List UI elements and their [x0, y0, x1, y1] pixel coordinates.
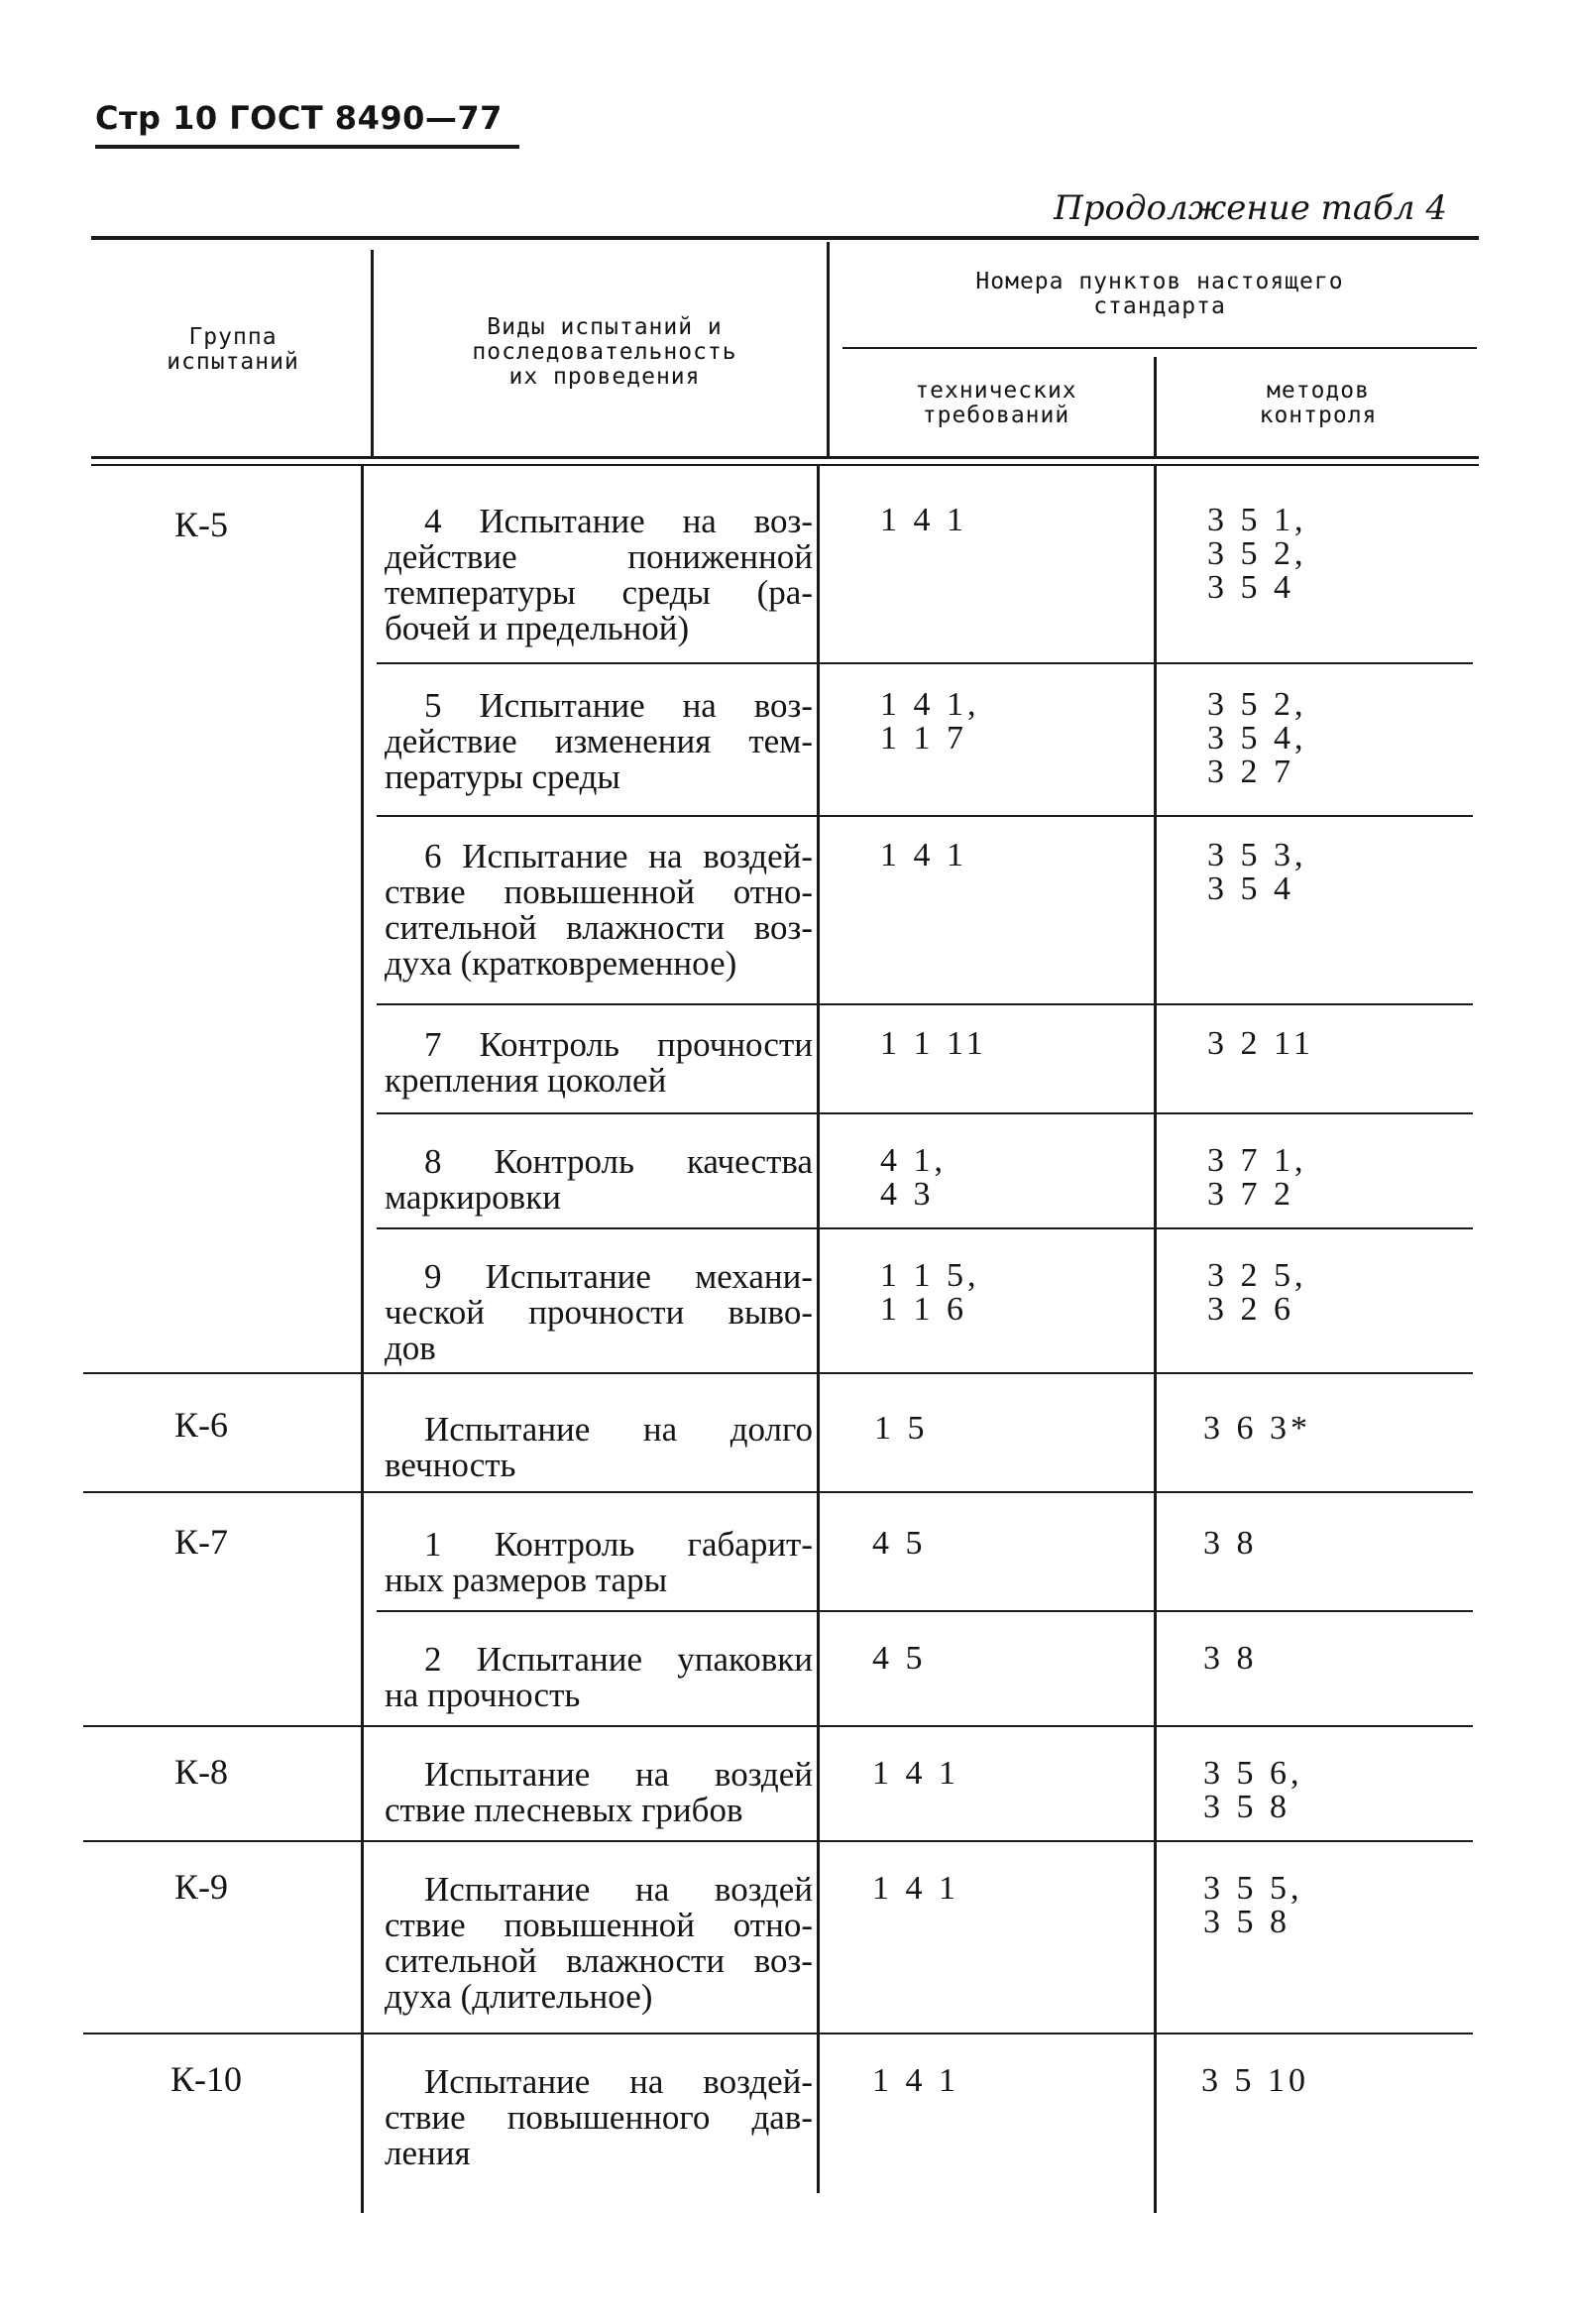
- group-label: К-9: [174, 1867, 228, 1907]
- method-clauses: 3 5 2, 3 5 4, 3 2 7: [1207, 686, 1307, 790]
- method-clauses: 3 6 3*: [1203, 1410, 1311, 1447]
- row-separator: [377, 1227, 1473, 1229]
- row-separator: [377, 1003, 1473, 1005]
- test-description: 9 Испытание механи- ческой прочности выво- дов: [385, 1257, 813, 1367]
- header-vline-2: [827, 242, 830, 456]
- tech-req-clauses: 1 1 5, 1 1 6: [880, 1257, 980, 1328]
- header-group: Группа испытаний: [167, 324, 299, 375]
- method-clauses: 3 5 1, 3 5 2, 3 5 4: [1207, 502, 1307, 606]
- header-tests: Виды испытаний и последовательность их проведения: [472, 314, 737, 390]
- row-separator: [83, 2033, 1473, 2034]
- table-caption: Продолжение табл 4: [1054, 188, 1447, 228]
- row-separator: [377, 1112, 1473, 1114]
- row-separator: [83, 1491, 1473, 1493]
- group-label: К-10: [170, 2059, 242, 2099]
- test-description: Испытание на долго вечность: [385, 1410, 813, 1484]
- group-label: К-7: [174, 1522, 228, 1562]
- tech-req-clauses: 1 4 1: [872, 2062, 959, 2099]
- tech-req-clauses: 1 4 1: [872, 1755, 959, 1792]
- test-description: 5 Испытание на воз- действие изменения тем- пературы среды: [385, 686, 813, 796]
- tech-req-clauses: 4 5: [872, 1640, 927, 1677]
- tech-req-clauses: 4 1, 4 3: [880, 1142, 947, 1213]
- method-clauses: 3 7 1, 3 7 2: [1207, 1142, 1307, 1213]
- test-description: 4 Испытание на воз- действие пониженной температуры среды (ра- бочей и предельной): [385, 502, 813, 647]
- row-separator: [377, 662, 1473, 664]
- method-clauses: 3 5 5, 3 5 8: [1203, 1870, 1303, 1940]
- test-description: 7 Контроль прочности крепления цоколей: [385, 1025, 813, 1100]
- test-description: Испытание на воздей ствие плесневых грибов: [385, 1755, 813, 1829]
- row-separator: [83, 1725, 1473, 1727]
- tech-req-clauses: 1 5: [874, 1410, 929, 1447]
- header-tech-req: технических требований: [915, 378, 1077, 428]
- method-clauses: 3 2 11: [1207, 1025, 1314, 1062]
- body-vline-3: [1154, 466, 1157, 2213]
- method-clauses: 3 5 6, 3 5 8: [1203, 1755, 1303, 1825]
- method-clauses: 3 8: [1203, 1525, 1258, 1562]
- group-label: К-5: [174, 505, 228, 544]
- header-double-rule-1: [91, 456, 1479, 459]
- method-clauses: 3 5 3, 3 5 4: [1207, 837, 1307, 907]
- tech-req-clauses: 1 4 1, 1 1 7: [880, 686, 980, 756]
- row-separator: [377, 1610, 1473, 1612]
- test-description: 1 Контроль габарит- ных размеров тары: [385, 1525, 813, 1599]
- tech-req-clauses: 1 4 1: [872, 1870, 959, 1907]
- method-clauses: 3 2 5, 3 2 6: [1207, 1257, 1307, 1328]
- header-methods: методов контроля: [1259, 378, 1378, 428]
- group-label: К-6: [174, 1405, 228, 1445]
- test-description: 6 Испытание на воздей- ствие повышенной отно- сительной влажности воз- духа (кратковременное): [385, 837, 813, 983]
- page-header: Стр 10 ГОСТ 8490—77: [95, 99, 503, 137]
- test-description: 8 Контроль качества маркировки: [385, 1142, 813, 1217]
- row-separator: [83, 1372, 1473, 1374]
- body-vline-2: [817, 466, 820, 2193]
- test-description: Испытание на воздей ствие повышенной отно- сительной влажности воз- духа (длительное): [385, 1870, 813, 2016]
- tech-req-clauses: 1 4 1: [880, 502, 967, 538]
- test-description: 2 Испытание упаковки на прочность: [385, 1640, 813, 1714]
- header-subrule: [842, 347, 1477, 349]
- tech-req-clauses: 4 5: [872, 1525, 927, 1562]
- header-vline-3: [1154, 357, 1157, 456]
- group-label: К-8: [174, 1752, 228, 1792]
- method-clauses: 3 5 10: [1201, 2062, 1309, 2099]
- header-vline-1: [371, 250, 374, 456]
- header-double-rule-2: [91, 464, 1479, 466]
- row-separator: [83, 1840, 1473, 1842]
- test-description: Испытание на воздей- ствие повышенного дав- ления: [385, 2062, 813, 2172]
- header-clauses: Номера пунктов настоящего стандарта: [975, 269, 1344, 319]
- method-clauses: 3 8: [1203, 1640, 1258, 1677]
- tech-req-clauses: 1 1 11: [880, 1025, 987, 1062]
- tech-req-clauses: 1 4 1: [880, 837, 967, 873]
- table-top-rule: [91, 236, 1479, 240]
- row-separator: [377, 815, 1473, 817]
- body-vline-1: [361, 466, 364, 2213]
- header-underline: [95, 145, 519, 149]
